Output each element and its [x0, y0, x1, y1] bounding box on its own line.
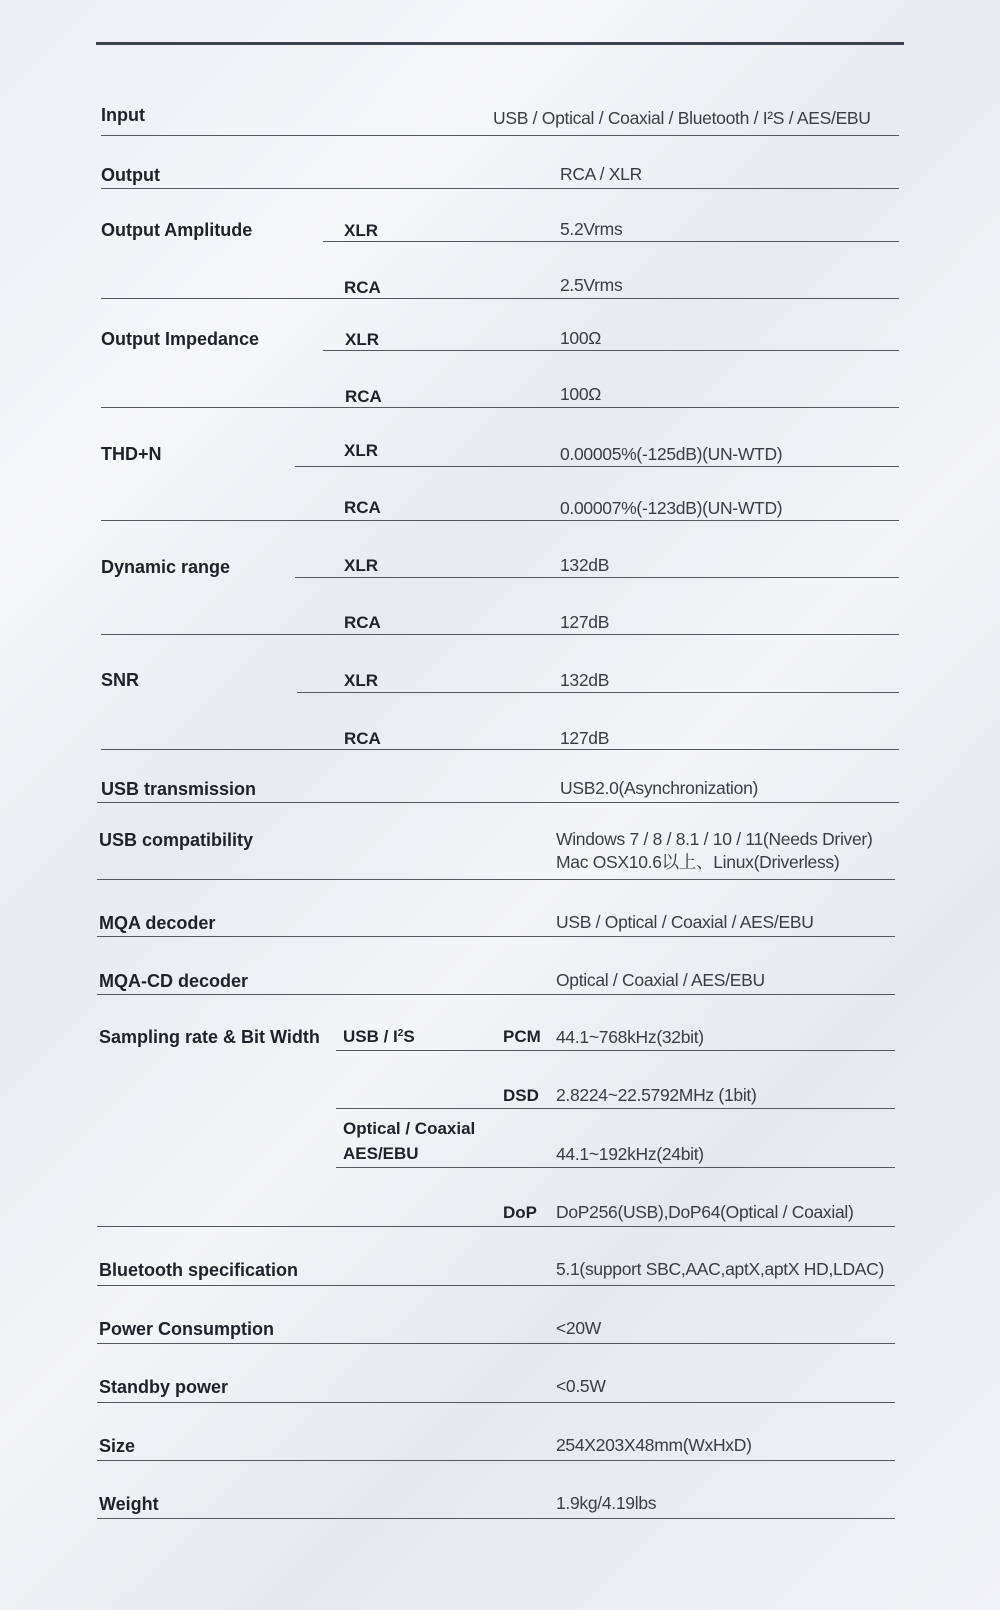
power-label: Power Consumption — [99, 1319, 274, 1339]
dynamic-xlr-value: 132dB — [560, 555, 610, 575]
row-divider — [336, 1108, 895, 1109]
optical-value: 44.1~192kHz(24bit) — [556, 1144, 704, 1164]
row-divider — [97, 1226, 895, 1227]
dop-tag: DoP — [503, 1203, 537, 1222]
row-divider — [295, 466, 899, 467]
amplitude-xlr: XLR — [344, 221, 378, 240]
impedance-xlr-value: 100Ω — [560, 328, 602, 348]
row-divider — [101, 520, 899, 521]
row-divider — [101, 407, 899, 408]
mqa-cd-value: Optical / Coaxial / AES/EBU — [556, 970, 765, 990]
row-divider — [295, 577, 899, 578]
row-divider — [101, 188, 899, 189]
size-label: Size — [99, 1436, 136, 1456]
snr-rca-value: 127dB — [560, 728, 610, 748]
sampling-usb-i2s: USB / $I^2S$ — [343, 1027, 415, 1046]
snr-xlr-value: 132dB — [560, 670, 610, 690]
mqa-label: MQA decoder — [99, 913, 216, 933]
row-divider — [97, 994, 895, 995]
dsd-value: 2.8224~22.5792MHz (1bit) — [556, 1085, 757, 1105]
amplitude-xlr-value: 5.2Vrms — [560, 219, 623, 239]
thd-xlr-value: 0.00005%(-125dB)(UN-WTD) — [560, 444, 783, 464]
usb-transmission-label: USB transmission — [101, 779, 257, 799]
row-divider — [97, 1518, 895, 1519]
row-divider — [101, 298, 899, 299]
optical-coaxial-label: Optical / Coaxial — [343, 1119, 476, 1138]
output-label: Output — [101, 165, 160, 185]
thd-rca-value: 0.00007%(-123dB)(UN-WTD) — [560, 498, 783, 518]
impedance-xlr: XLR — [345, 330, 379, 349]
input-label: Input — [101, 105, 145, 125]
row-divider — [97, 879, 895, 880]
usb-compat-label: USB compatibility — [99, 830, 254, 850]
snr-xlr: XLR — [344, 671, 378, 690]
usb-transmission-value: USB2.0(Asynchronization) — [560, 778, 759, 798]
pcm-tag: PCM — [503, 1027, 541, 1046]
dop-value: DoP256(USB),DoP64(Optical / Coaxial) — [556, 1202, 854, 1222]
weight-value: 1.9kg/4.19lbs — [556, 1493, 657, 1513]
input-value: USB / Optical / Coaxial / Bluetooth / I²S / AES/EBU — [493, 108, 871, 128]
row-divider — [323, 350, 899, 351]
top-divider — [96, 42, 904, 45]
thd-label: THD+N — [101, 444, 162, 464]
row-divider — [101, 749, 899, 750]
output-value: RCA / XLR — [560, 164, 642, 184]
snr-rca: RCA — [344, 729, 381, 748]
pcm-value: 44.1~768kHz(32bit) — [556, 1027, 704, 1047]
size-value: 254X203X48mm(WxHxD) — [556, 1435, 752, 1455]
dsd-tag: DSD — [503, 1086, 539, 1105]
amplitude-rca: RCA — [344, 278, 381, 297]
row-divider — [297, 692, 899, 693]
amplitude-rca-value: 2.5Vrms — [560, 275, 623, 295]
amplitude-label: Output Amplitude — [101, 220, 253, 240]
standby-label: Standby power — [99, 1377, 229, 1397]
dynamic-rca: RCA — [344, 613, 381, 632]
row-divider — [97, 1343, 895, 1344]
usb-compat-value-line1: Windows 7 / 8 / 8.1 / 10 / 11(Needs Driver) — [556, 829, 873, 849]
row-divider — [97, 802, 899, 803]
dynamic-label: Dynamic range — [101, 557, 231, 577]
bluetooth-value: 5.1(support SBC,AAC,aptX,aptX HD,LDAC) — [556, 1259, 885, 1279]
mqa-cd-label: MQA-CD decoder — [99, 971, 249, 991]
standby-value: <0.5W — [556, 1376, 606, 1396]
snr-label: SNR — [101, 670, 140, 690]
thd-rca: RCA — [344, 498, 381, 517]
row-divider — [101, 135, 899, 136]
row-divider — [97, 1460, 895, 1461]
row-divider — [97, 936, 895, 937]
sampling-label: Sampling rate & Bit Width — [99, 1027, 320, 1047]
impedance-label: Output Impedance — [101, 329, 260, 349]
aes-ebu-label: AES/EBU — [343, 1144, 419, 1163]
row-divider — [323, 241, 899, 242]
row-divider — [97, 1402, 895, 1403]
power-value: <20W — [556, 1318, 602, 1338]
thd-xlr: XLR — [344, 441, 378, 460]
impedance-rca-value: 100Ω — [560, 384, 602, 404]
mqa-value: USB / Optical / Coaxial / AES/EBU — [556, 912, 814, 932]
bluetooth-label: Bluetooth specification — [99, 1260, 299, 1280]
row-divider — [336, 1050, 895, 1051]
dynamic-rca-value: 127dB — [560, 612, 610, 632]
usb-compat-value-line2: Mac OSX10.6以上、Linux(Driverless) — [556, 852, 840, 872]
row-divider — [336, 1167, 895, 1168]
dynamic-xlr: XLR — [344, 556, 378, 575]
row-divider — [97, 1285, 895, 1286]
row-divider — [101, 634, 899, 635]
weight-label: Weight — [99, 1494, 159, 1514]
impedance-rca: RCA — [345, 387, 382, 406]
